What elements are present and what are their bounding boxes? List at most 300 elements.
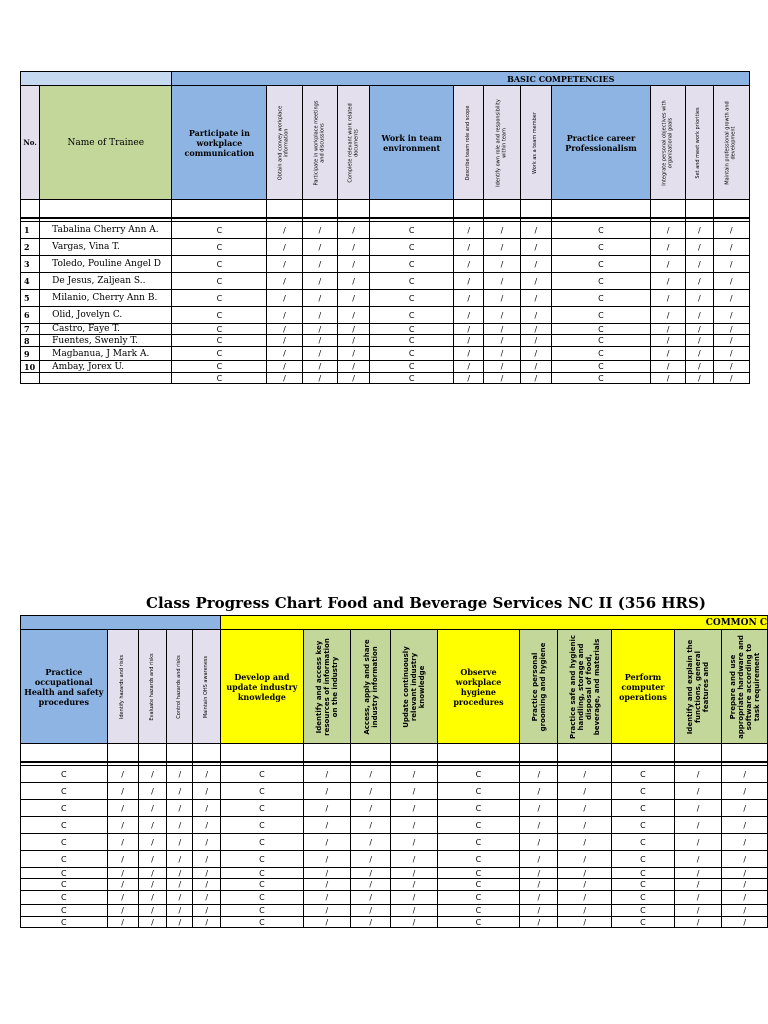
progress-mark: /	[674, 868, 721, 879]
table-row	[21, 290, 750, 307]
progress-mark: /	[520, 851, 558, 868]
table-row	[21, 917, 768, 928]
progress-mark: /	[558, 766, 612, 783]
progress-mark: /	[337, 335, 369, 347]
sub-competency-header	[674, 630, 721, 744]
competency-mark: C	[612, 868, 675, 879]
progress-mark: /	[686, 290, 713, 307]
progress-mark: /	[193, 891, 221, 905]
progress-mark: /	[558, 868, 612, 879]
competency-mark: C	[437, 817, 520, 834]
progress-mark: /	[484, 361, 520, 373]
progress-mark: /	[454, 347, 484, 361]
progress-mark: /	[520, 891, 558, 905]
competency-mark: C	[612, 891, 675, 905]
competency-mark: C	[172, 335, 267, 347]
progress-mark: /	[391, 917, 437, 928]
progress-mark: /	[558, 905, 612, 917]
competency-header: Work in team environment	[370, 86, 454, 200]
sub-competency-label: Maintain professional growth and development	[724, 100, 737, 185]
progress-mark: /	[484, 335, 520, 347]
progress-mark: /	[674, 905, 721, 917]
progress-mark: /	[722, 905, 768, 917]
competency-mark: C	[370, 373, 454, 384]
competency-header: Participate in workplace communication	[172, 86, 267, 200]
progress-mark: /	[167, 800, 193, 817]
progress-mark: /	[303, 891, 350, 905]
progress-mark: /	[520, 879, 558, 891]
sub-competency-label: Complete relevant work related documents	[346, 102, 359, 183]
progress-mark: /	[650, 239, 685, 256]
trainee-name	[40, 373, 172, 384]
progress-mark: /	[674, 817, 721, 834]
table-row	[21, 891, 768, 905]
sub-competency-header	[337, 86, 369, 200]
progress-mark: /	[337, 239, 369, 256]
progress-mark: /	[484, 256, 520, 273]
row-number: 2	[21, 239, 40, 256]
competency-mark: C	[221, 766, 304, 783]
progress-mark: /	[303, 766, 350, 783]
progress-mark: /	[107, 834, 138, 851]
column-no: No.	[21, 86, 40, 200]
progress-mark: /	[138, 891, 167, 905]
sub-competency-label: Work as a team member	[531, 111, 538, 174]
progress-mark: /	[650, 347, 685, 361]
competency-mark: C	[370, 290, 454, 307]
competency-mark: C	[370, 256, 454, 273]
progress-mark: /	[267, 273, 302, 290]
progress-mark: /	[193, 868, 221, 879]
competency-mark: C	[221, 834, 304, 851]
trainee-name: Tabalina Cherry Ann A.	[40, 222, 172, 239]
progress-mark: /	[193, 917, 221, 928]
competency-mark: C	[551, 290, 650, 307]
competency-mark: C	[21, 783, 108, 800]
progress-mark: /	[303, 851, 350, 868]
table-row	[21, 868, 768, 879]
progress-mark: /	[454, 361, 484, 373]
progress-mark: /	[267, 335, 302, 347]
progress-mark: /	[267, 239, 302, 256]
competency-mark: C	[21, 834, 108, 851]
progress-mark: /	[351, 834, 391, 851]
competency-mark: C	[221, 891, 304, 905]
progress-mark: /	[686, 361, 713, 373]
progress-mark: /	[167, 783, 193, 800]
progress-mark: /	[484, 347, 520, 361]
competency-mark: C	[21, 766, 108, 783]
progress-mark: /	[713, 361, 750, 373]
progress-mark: /	[303, 800, 350, 817]
competency-mark: C	[21, 851, 108, 868]
progress-mark: /	[520, 239, 551, 256]
progress-mark: /	[351, 800, 391, 817]
progress-mark: /	[167, 851, 193, 868]
progress-mark: /	[520, 834, 558, 851]
progress-mark: /	[674, 879, 721, 891]
competency-mark: C	[612, 879, 675, 891]
progress-mark: /	[337, 273, 369, 290]
sub-competency-header	[138, 630, 167, 744]
progress-mark: /	[722, 891, 768, 905]
table-row	[21, 373, 750, 384]
trainee-name: Vargas, Vina T.	[40, 239, 172, 256]
table-row	[21, 335, 750, 347]
progress-mark: /	[351, 891, 391, 905]
table-row	[21, 239, 750, 256]
competency-mark: C	[172, 361, 267, 373]
competency-mark: C	[551, 307, 650, 324]
competency-mark: C	[437, 905, 520, 917]
progress-mark: /	[454, 273, 484, 290]
competency-mark: C	[21, 879, 108, 891]
competency-mark: C	[172, 222, 267, 239]
table-row	[21, 800, 768, 817]
progress-mark: /	[391, 851, 437, 868]
progress-mark: /	[520, 290, 551, 307]
competency-header: Observe workplace hygiene procedures	[437, 630, 520, 744]
competency-mark: C	[370, 307, 454, 324]
progress-mark: /	[520, 324, 551, 335]
progress-mark: /	[351, 783, 391, 800]
competency-mark: C	[21, 905, 108, 917]
progress-mark: /	[167, 917, 193, 928]
row-number: 10	[21, 361, 40, 373]
sub-competency-label: Identify own role and responsibility within team	[495, 98, 508, 187]
competency-mark: C	[221, 800, 304, 817]
progress-mark: /	[138, 905, 167, 917]
competency-mark: C	[612, 917, 675, 928]
progress-mark: /	[686, 373, 713, 384]
progress-mark: /	[686, 335, 713, 347]
progress-mark: /	[454, 290, 484, 307]
progress-mark: /	[267, 324, 302, 335]
progress-mark: /	[713, 239, 750, 256]
progress-mark: /	[713, 307, 750, 324]
progress-mark: /	[520, 347, 551, 361]
sub-competency-label: Control hazards and risks	[175, 654, 182, 719]
progress-mark: /	[686, 307, 713, 324]
progress-mark: /	[337, 290, 369, 307]
progress-mark: /	[193, 834, 221, 851]
competency-mark: C	[21, 891, 108, 905]
progress-mark: /	[558, 917, 612, 928]
progress-mark: /	[351, 905, 391, 917]
trainee-name: Fuentes, Swenly T.	[40, 335, 172, 347]
progress-mark: /	[686, 239, 713, 256]
progress-mark: /	[686, 324, 713, 335]
sub-competency-label: Update continuously relevant industry knowledge	[401, 645, 427, 728]
progress-mark: /	[351, 879, 391, 891]
row-number: 8	[21, 335, 40, 347]
competency-mark: C	[370, 324, 454, 335]
trainee-name: De Jesus, Zaljean S..	[40, 273, 172, 290]
progress-mark: /	[351, 868, 391, 879]
progress-mark: /	[650, 324, 685, 335]
competency-mark: C	[370, 239, 454, 256]
progress-mark: /	[303, 817, 350, 834]
progress-mark: /	[558, 783, 612, 800]
progress-mark: /	[674, 851, 721, 868]
progress-mark: /	[484, 273, 520, 290]
progress-mark: /	[138, 868, 167, 879]
progress-mark: /	[337, 373, 369, 384]
progress-mark: /	[138, 766, 167, 783]
progress-mark: /	[167, 868, 193, 879]
progress-mark: /	[167, 905, 193, 917]
progress-mark: /	[650, 361, 685, 373]
competency-mark: C	[437, 917, 520, 928]
competency-mark: C	[551, 222, 650, 239]
progress-mark: /	[267, 373, 302, 384]
competency-mark: C	[221, 851, 304, 868]
progress-mark: /	[391, 879, 437, 891]
competency-mark: C	[612, 783, 675, 800]
progress-mark: /	[454, 373, 484, 384]
progress-mark: /	[454, 324, 484, 335]
progress-mark: /	[558, 817, 612, 834]
competency-mark: C	[172, 273, 267, 290]
competency-mark: C	[221, 917, 304, 928]
row-number	[21, 373, 40, 384]
progress-mark: /	[520, 905, 558, 917]
blank-row	[21, 200, 750, 218]
sub-competency-header	[454, 86, 484, 200]
progress-mark: /	[138, 879, 167, 891]
sub-competency-label: Integrate personal objectives with organizational goals	[661, 99, 674, 186]
competency-mark: C	[437, 868, 520, 879]
competency-mark: C	[551, 335, 650, 347]
progress-mark: /	[558, 851, 612, 868]
competency-mark: C	[612, 817, 675, 834]
progress-mark: /	[650, 222, 685, 239]
sub-competency-header	[267, 86, 302, 200]
progress-mark: /	[484, 290, 520, 307]
competency-mark: C	[21, 800, 108, 817]
table-row	[21, 222, 750, 239]
table-row	[21, 905, 768, 917]
row-number: 4	[21, 273, 40, 290]
sub-competency-label: Practice safe and hygienic handling, storage and disposal of food, beverage, and materials	[568, 634, 601, 739]
sub-competency-header	[107, 630, 138, 744]
progress-mark: /	[107, 851, 138, 868]
progress-mark: /	[351, 917, 391, 928]
competency-header: Practice occupational Health and safety procedures	[21, 630, 108, 744]
progress-mark: /	[520, 222, 551, 239]
competency-mark: C	[221, 879, 304, 891]
competency-mark: C	[221, 905, 304, 917]
basic-competencies-header: BASIC COMPETENCIES	[172, 72, 750, 86]
competency-mark: C	[551, 256, 650, 273]
progress-mark: /	[391, 817, 437, 834]
competency-mark: C	[437, 834, 520, 851]
trainee-name: Magbanua, J Mark A.	[40, 347, 172, 361]
trainee-name: Castro, Faye T.	[40, 324, 172, 335]
progress-mark: /	[107, 800, 138, 817]
progress-mark: /	[267, 222, 302, 239]
row-number: 3	[21, 256, 40, 273]
sub-competency-header	[302, 86, 337, 200]
progress-mark: /	[193, 879, 221, 891]
progress-mark: /	[713, 222, 750, 239]
competency-mark: C	[172, 239, 267, 256]
progress-mark: /	[138, 817, 167, 834]
sub-competency-label: Prepare and use appropriate hardware and software according to task requirement	[728, 634, 761, 739]
progress-mark: /	[722, 851, 768, 868]
progress-mark: /	[337, 324, 369, 335]
row-number: 6	[21, 307, 40, 324]
blank-row	[21, 744, 768, 762]
trainee-name: Olid, Jovelyn C.	[40, 307, 172, 324]
progress-mark: /	[391, 766, 437, 783]
table-row	[21, 324, 750, 335]
progress-mark: /	[337, 361, 369, 373]
sub-competency-label: Identify and explain the functions, general features and	[686, 639, 711, 734]
progress-mark: /	[722, 917, 768, 928]
competency-mark: C	[172, 256, 267, 273]
competency-mark: C	[172, 290, 267, 307]
sub-competency-header	[722, 630, 768, 744]
progress-mark: /	[302, 290, 337, 307]
competency-mark: C	[370, 347, 454, 361]
trainee-name: Toledo, Pouline Angel D	[40, 256, 172, 273]
sub-competency-label: Maintain OHS awareness	[202, 655, 209, 718]
progress-mark: /	[686, 256, 713, 273]
progress-mark: /	[193, 851, 221, 868]
progress-mark: /	[107, 817, 138, 834]
competency-mark: C	[437, 766, 520, 783]
top-progress-table	[20, 71, 750, 384]
progress-mark: /	[303, 783, 350, 800]
competency-mark: C	[437, 783, 520, 800]
competency-mark: C	[612, 766, 675, 783]
progress-mark: /	[391, 800, 437, 817]
progress-mark: /	[520, 783, 558, 800]
sub-competency-header	[650, 86, 685, 200]
progress-mark: /	[520, 766, 558, 783]
progress-mark: /	[107, 783, 138, 800]
progress-mark: /	[454, 307, 484, 324]
progress-mark: /	[351, 851, 391, 868]
progress-mark: /	[391, 905, 437, 917]
bottom-progress-table	[20, 615, 768, 928]
competency-mark: C	[221, 817, 304, 834]
progress-mark: /	[713, 290, 750, 307]
progress-mark: /	[302, 256, 337, 273]
competency-mark: C	[370, 361, 454, 373]
progress-mark: /	[520, 817, 558, 834]
progress-mark: /	[302, 335, 337, 347]
table-row	[21, 834, 768, 851]
competency-mark: C	[551, 239, 650, 256]
header-blank	[21, 616, 221, 630]
progress-mark: /	[558, 800, 612, 817]
table-row	[21, 273, 750, 290]
progress-mark: /	[674, 783, 721, 800]
competency-mark: C	[21, 817, 108, 834]
progress-mark: /	[520, 868, 558, 879]
progress-mark: /	[484, 239, 520, 256]
progress-mark: /	[302, 239, 337, 256]
progress-mark: /	[722, 766, 768, 783]
progress-mark: /	[107, 905, 138, 917]
progress-mark: /	[520, 307, 551, 324]
sub-competency-label: Participate in workplace meetings and discussions	[313, 100, 325, 185]
progress-mark: /	[484, 324, 520, 335]
competency-mark: C	[551, 324, 650, 335]
sub-competency-header	[713, 86, 750, 200]
table-row	[21, 783, 768, 800]
progress-mark: /	[650, 335, 685, 347]
competency-mark: C	[21, 868, 108, 879]
progress-mark: /	[267, 307, 302, 324]
progress-mark: /	[267, 361, 302, 373]
competency-mark: C	[21, 917, 108, 928]
progress-mark: /	[686, 273, 713, 290]
sub-competency-label: Practice personal grooming and hygiene	[530, 642, 547, 731]
table-row	[21, 361, 750, 373]
competency-mark: C	[612, 851, 675, 868]
progress-mark: /	[484, 222, 520, 239]
progress-mark: /	[650, 256, 685, 273]
progress-mark: /	[138, 917, 167, 928]
competency-header: Perform computer operations	[612, 630, 675, 744]
sub-competency-header	[520, 630, 558, 744]
sub-competency-label: Describe team role and scope	[464, 105, 471, 180]
progress-mark: /	[722, 800, 768, 817]
progress-mark: /	[303, 879, 350, 891]
progress-mark: /	[351, 766, 391, 783]
progress-mark: /	[337, 307, 369, 324]
progress-mark: /	[337, 347, 369, 361]
competency-mark: C	[221, 868, 304, 879]
progress-mark: /	[193, 817, 221, 834]
progress-mark: /	[650, 273, 685, 290]
sub-competency-label: Identify hazards and risks	[118, 654, 125, 719]
progress-mark: /	[484, 373, 520, 384]
trainee-name: Milanio, Cherry Ann B.	[40, 290, 172, 307]
progress-mark: /	[107, 868, 138, 879]
progress-mark: /	[722, 783, 768, 800]
progress-mark: /	[167, 817, 193, 834]
progress-mark: /	[713, 273, 750, 290]
column-name-of-trainee: Name of Trainee	[40, 86, 172, 200]
progress-mark: /	[107, 891, 138, 905]
progress-mark: /	[558, 834, 612, 851]
sub-competency-header	[167, 630, 193, 744]
progress-mark: /	[722, 868, 768, 879]
progress-mark: /	[193, 800, 221, 817]
competency-mark: C	[172, 373, 267, 384]
competency-mark: C	[370, 335, 454, 347]
progress-mark: /	[107, 917, 138, 928]
progress-mark: /	[303, 905, 350, 917]
progress-mark: /	[484, 307, 520, 324]
progress-mark: /	[302, 347, 337, 361]
sub-competency-header	[303, 630, 350, 744]
competency-mark: C	[551, 361, 650, 373]
progress-mark: /	[520, 335, 551, 347]
competency-mark: C	[612, 834, 675, 851]
progress-mark: /	[193, 905, 221, 917]
progress-mark: /	[267, 347, 302, 361]
progress-mark: /	[138, 800, 167, 817]
sub-competency-label: Obtain and convey workplace information	[277, 105, 290, 180]
chart-title: Class Progress Chart Food and Beverage Services NC II (356 HRS)	[146, 594, 706, 612]
sub-competency-header	[351, 630, 391, 744]
progress-mark: /	[107, 766, 138, 783]
